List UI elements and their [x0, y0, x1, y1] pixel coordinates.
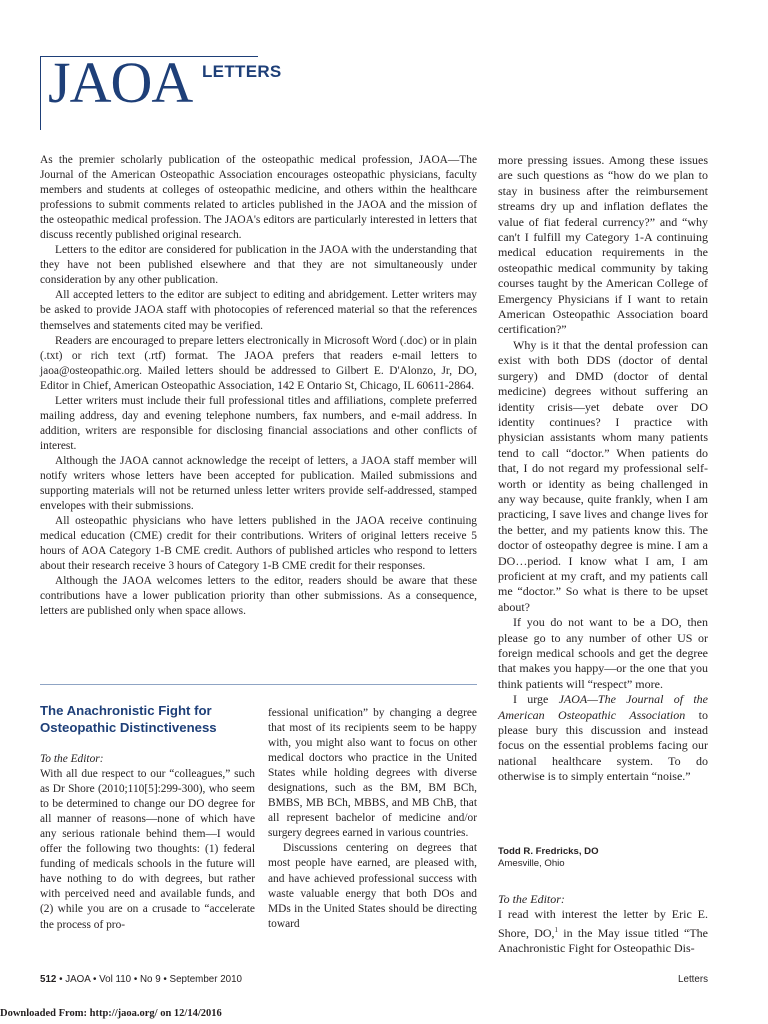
letter-body-col3b: Why is it that the dental profession can exist with both DDS (doctor of dental surgery) and DMD (doctor of dental medicine) degrees without suffering an identity crisis—yet debate over DO identity continues? I practice with physician assistants whom many patients tend to call “doctor.” When patients do that, I do not regard my professional self-worth or identity as being challenged in any way because, quite frankly, when I am practicing, I save lives and change lives for the better, and my patients know this. The doctor of osteopathy degree is mine. I am a DO…period. I know what I am, I am proficient at my craft, and my patients call me “doctor.” So what is there to be upset about?	[498, 337, 708, 614]
footer-section: Letters	[678, 974, 708, 985]
intro-paragraph-8: Although the JAOA welcomes letters to the editor, readers should be aware that these contributions have a lower publication priority than other submissions. As a consequence, letters are published only when space allows.	[40, 575, 477, 618]
letter-body-col2b: Discussions centering on degrees that most people have earned, are pleased with, and have achieved professional success with waste valuable energy that both DOs and MDs in the United States should be directing toward	[268, 842, 477, 930]
letter2-salutation: To the Editor:	[498, 892, 565, 906]
intro-paragraph-5: Letter writers must include their full professional titles and affiliations, complete preferred mailing address, day and evening telephone numbers, fax numbers, and e-mail address. In addition, writers are responsible for disclosing financial associations and other conflicts of interest.	[40, 394, 477, 452]
journal-logo: JAOA	[48, 50, 193, 115]
letter-body-col3c: If you do not want to be a DO, then please go to any number of other US or foreign medical schools and get the degree that makes you happy—or the one that you think patients will “respect” more.	[498, 615, 708, 691]
letter2-text-pre: I read with interest the letter by Eric E. Shore, DO,	[498, 907, 708, 940]
letter-signature	[498, 846, 599, 871]
letter-body-col3d	[498, 692, 708, 784]
letter2-column	[498, 892, 708, 957]
section-title: LETTERS	[202, 62, 282, 81]
letter2-body	[498, 907, 708, 956]
intro-paragraph-1: As the premier scholarly publication of the osteopathic medical profession, JAOA—The Journal of the American Osteopathic Association encourages osteopathic physicians, faculty members and students at colleges of osteopathic medicine, and others within the healthcare professions to submit comments related to articles published in the JAOA and the mission of the osteopathic medical profession. The JAOA's editors are particularly interested in letters that discuss recently published original research.	[40, 154, 477, 242]
intro-paragraph-2: Letters to the editor are considered for publication in the JAOA with the understanding that they have not been published elsewhere and that they are not simultaneously under consideration by any other publication.	[40, 244, 477, 287]
journal-name: JAOA—The Journal of the American Osteopathic Association	[498, 692, 708, 722]
urge-post: to please bury this discussion and instead focus on the essential problems facing our national healthcare system. To do otherwise is to simply entertain “noise.”	[498, 707, 708, 784]
letter-body-col2a: fessional unification” by changing a degree that most of its recipients seem to be happy with, you might also want to focus on other medical doctors who practice in the United States while holding degrees with diverse designations, such as the BM, BM BCh, BMBS, MB BCh, MBBS, and MB ChB, that all represent bachelor of medicine and/or surgery degrees earned in various countries.	[268, 707, 477, 840]
page-number: 512	[40, 974, 57, 985]
urge-pre: I urge	[513, 692, 559, 707]
intro-paragraph-3: All accepted letters to the editor are subject to editing and abridgement. Letter writers may be asked to provide JAOA staff with photocopies of referenced material so that the references themselves and statements cited may be verified.	[40, 289, 477, 332]
intro-column	[40, 153, 477, 619]
letter2-text-post: in the May issue titled “The Anachronistic Fight for Osteopathic Dis-	[498, 925, 708, 956]
footer-citation	[40, 974, 242, 985]
author-name: Todd R. Fredricks, DO	[498, 846, 599, 857]
letter-title: The Anachronistic Fight for Osteopathic Distinctiveness	[40, 703, 217, 735]
letter-column-1	[40, 752, 255, 933]
citation-text: • JAOA • Vol 110 • No 9 • September 2010	[56, 974, 242, 985]
reference-marker: 1	[554, 925, 559, 934]
letter-body-col1: With all due respect to our “colleagues,” such as Dr Shore (2010;110[5]:299-300), who seem to be determined to change our DO degree for all manner of reasons—none of which have any serious rationale behind them—I would offer the following two thoughts: (1) federal funding of medicals schools in the future will have nothing to do with degrees, but rather with perceived need and available funds, and (2) while you are on a crusade to “accelerate the process of pro-	[40, 768, 255, 931]
intro-paragraph-6: Although the JAOA cannot acknowledge the receipt of letters, a JAOA staff member will notify writers whose letters have been accepted for publication. Mailed submissions and supporting materials will not be returned unless letter writers provide self-addressed, stamped envelopes with their submissions.	[40, 454, 477, 513]
section-divider	[40, 684, 477, 685]
intro-paragraph-7: All osteopathic physicians who have letters published in the JAOA receive continuing medical education (CME) credit for their contributions. Writers of original letters receive 5 hours of AOA Category 1-B CME credit. Authors of published articles who respond to letters about their research receive 3 hours of Category 1-B CME credit for their responses.	[40, 515, 477, 573]
download-note: Downloaded From: http://jaoa.org/ on 12/14/2016	[0, 1008, 222, 1019]
letter-column-3	[498, 153, 708, 785]
masthead	[40, 50, 282, 130]
letter-column-2	[268, 706, 477, 932]
letter-salutation: To the Editor:	[40, 753, 104, 765]
author-location: Amesville, Ohio	[498, 858, 565, 870]
letter-body-col3a: more pressing issues. Among these issues are such questions as “how do we plan to stay in business after the reimbursement streams dry up and inflation deflates the value of fiat federal currency?” and “why can't I fulfill my Category 1-A continuing medical education requirements in the osteopathic medical community by taking courses taught by the American College of Emergency Physicians if I want to retain American Osteopathic Association board certification?”	[498, 153, 708, 337]
masthead-vertical-rule	[40, 56, 41, 130]
intro-paragraph-4: Readers are encouraged to prepare letters electronically in Microsoft Word (.doc) or in plain (.txt) or rich text (.rtf) format. The JAOA prefers that readers e-mail letters to jaoa@osteopathic.org. Mailed letters should be addressed to Gilbert E. D'Alonzo, Jr, DO, Editor in Chief, American Osteopathic Association, 142 E Ontario St, Chicago, IL 60611-2864.	[40, 334, 477, 392]
